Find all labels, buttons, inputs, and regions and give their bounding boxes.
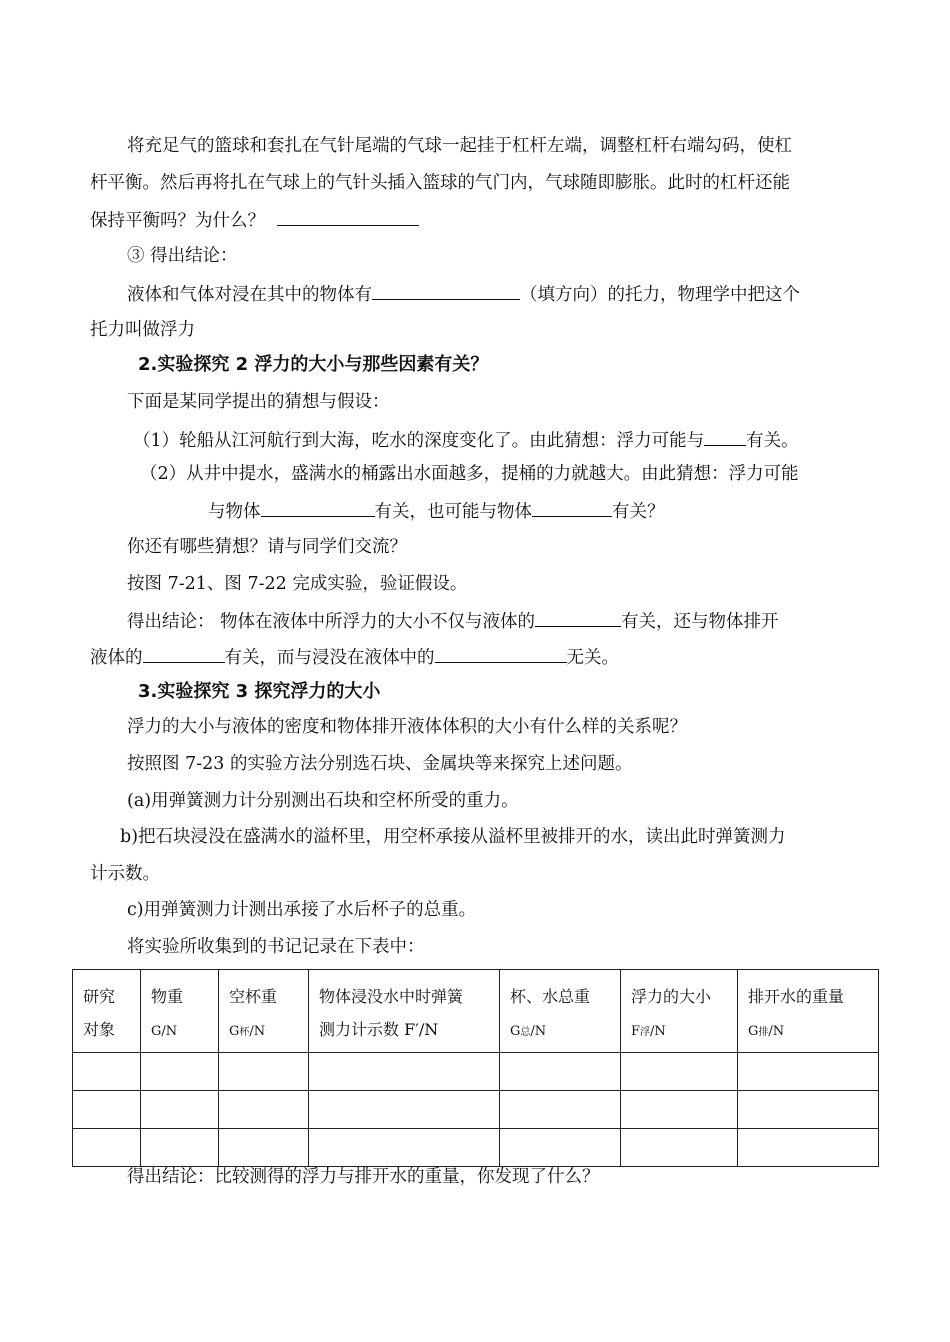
header-cell: 空杯重 G杯/N bbox=[219, 970, 309, 1053]
text-segment: （1）轮船从江河航行到大海，吃水的深度变化了。由此猜想：浮力可能与 bbox=[133, 431, 705, 451]
section-title: 实验探究 3 探究浮力的大小 bbox=[157, 681, 381, 702]
header-cell: 杯、水总重 G总/N bbox=[500, 970, 621, 1053]
paragraph-line bbox=[133, 427, 799, 453]
table-cell[interactable] bbox=[73, 1053, 141, 1091]
section-heading-2 bbox=[138, 353, 488, 377]
paragraph-line bbox=[208, 498, 665, 524]
paragraph-line bbox=[127, 281, 800, 307]
text-segment: 有关？ bbox=[612, 502, 665, 522]
text-segment: 与物体 bbox=[208, 502, 261, 522]
paragraph-line bbox=[90, 644, 619, 670]
text-segment: 液体的 bbox=[90, 648, 143, 668]
paragraph-line: （2）从井中提水，盛满水的桶露出水面越多，提桶的力就越大。由此猜想：浮力可能 bbox=[140, 464, 799, 484]
table-cell[interactable] bbox=[500, 1129, 621, 1167]
table-cell[interactable] bbox=[309, 1053, 500, 1091]
paragraph-line: 按照图 7-23 的实验方法分别选石块、金属块等来探究上述问题。 bbox=[127, 754, 633, 774]
answer-blank[interactable] bbox=[704, 427, 746, 446]
section-number: 2. bbox=[138, 354, 158, 375]
section-number: 3. bbox=[138, 681, 158, 702]
paragraph-line bbox=[90, 207, 419, 233]
data-table bbox=[72, 969, 879, 1167]
paragraph-line: 你还有哪些猜想？请与同学们交流？ bbox=[127, 537, 407, 557]
text-segment: 有关，而与浸没在液体中的 bbox=[224, 648, 435, 668]
table-cell[interactable] bbox=[738, 1091, 879, 1129]
table-cell[interactable] bbox=[621, 1053, 738, 1091]
step-a: (a)用弹簧测力计分别测出石块和空杯所受的重力。 bbox=[127, 791, 519, 811]
table-cell[interactable] bbox=[500, 1091, 621, 1129]
answer-blank[interactable] bbox=[532, 498, 612, 517]
record-instruction: 将实验所收集到的书记记录在下表中： bbox=[127, 937, 425, 957]
text-segment: 有关，还与物体排开 bbox=[621, 612, 779, 632]
text-segment: 有关，也可能与物体 bbox=[374, 502, 532, 522]
table-cell[interactable] bbox=[219, 1091, 309, 1129]
header-cell: 物体浸没水中时弹簧 测力计示数 F′/N bbox=[309, 970, 500, 1053]
table-cell[interactable] bbox=[219, 1053, 309, 1091]
table-cell[interactable] bbox=[141, 1053, 219, 1091]
conclusion-label: ③ 得出结论： bbox=[127, 246, 238, 266]
section-heading-3 bbox=[138, 680, 380, 704]
table-cell[interactable] bbox=[219, 1129, 309, 1167]
table-row bbox=[73, 1091, 879, 1129]
table-cell[interactable] bbox=[73, 1091, 141, 1129]
text-segment: （填方向）的托力，物理学中把这个 bbox=[520, 285, 800, 305]
answer-blank[interactable] bbox=[372, 281, 520, 300]
step-c: c)用弹簧测力计测出承接了水后杯子的总重。 bbox=[127, 900, 477, 920]
answer-blank[interactable] bbox=[435, 644, 567, 663]
text-segment: 无关。 bbox=[566, 648, 619, 668]
step-b-line: 计示数。 bbox=[90, 864, 160, 884]
table-cell[interactable] bbox=[309, 1091, 500, 1129]
table-row bbox=[73, 1053, 879, 1091]
section-title: 实验探究 2 浮力的大小与那些因素有关？ bbox=[157, 354, 489, 375]
answer-blank[interactable] bbox=[261, 498, 375, 517]
table-cell[interactable] bbox=[621, 1091, 738, 1129]
table-cell[interactable] bbox=[500, 1053, 621, 1091]
table-cell[interactable] bbox=[309, 1129, 500, 1167]
header-cell: 排开水的重量 G排/N bbox=[738, 970, 879, 1053]
answer-blank[interactable] bbox=[277, 207, 419, 226]
paragraph-line: 托力叫做浮力 bbox=[90, 320, 195, 340]
paragraph-line: 下面是某同学提出的猜想与假设： bbox=[127, 392, 390, 412]
header-cell: 研究 对象 bbox=[73, 970, 141, 1053]
header-cell: 物重 G/N bbox=[141, 970, 219, 1053]
text-segment: 有关。 bbox=[746, 431, 799, 451]
answer-blank[interactable] bbox=[143, 644, 225, 663]
question-text: 保持平衡吗？为什么？ bbox=[90, 211, 265, 231]
paragraph-line: 按图 7-21、图 7-22 完成实验，验证假设。 bbox=[127, 574, 468, 594]
paragraph-line bbox=[127, 608, 779, 634]
answer-blank[interactable] bbox=[535, 608, 621, 627]
final-question: 得出结论：比较测得的浮力与排开水的重量，你发现了什么？ bbox=[127, 1167, 600, 1187]
table-cell[interactable] bbox=[738, 1053, 879, 1091]
table-row bbox=[73, 1129, 879, 1167]
text-segment: 得出结论： 物体在液体中所浮力的大小不仅与液体的 bbox=[127, 612, 536, 632]
table-cell[interactable] bbox=[73, 1129, 141, 1167]
paragraph-line: 将充足气的篮球和套扎在气针尾端的气球一起挂于杠杆左端，调整杠杆右端勾码，使杠 bbox=[127, 136, 792, 156]
table-cell[interactable] bbox=[621, 1129, 738, 1167]
table-header-row bbox=[73, 970, 879, 1053]
header-cell: 浮力的大小 F浮/N bbox=[621, 970, 738, 1053]
table-cell[interactable] bbox=[738, 1129, 879, 1167]
paragraph-line: 杆平衡。然后再将扎在气球上的气针头插入篮球的气门内，气球随即膨胀。此时的杠杆还能 bbox=[90, 173, 790, 193]
text-segment: 液体和气体对浸在其中的物体有 bbox=[127, 285, 372, 305]
table-cell[interactable] bbox=[141, 1091, 219, 1129]
paragraph-line: 浮力的大小与液体的密度和物体排开液体体积的大小有什么样的关系呢？ bbox=[127, 717, 687, 737]
step-b-line: b)把石块浸没在盛满水的溢杯里，用空杯承接从溢杯里被排开的水，读出此时弹簧测力 bbox=[120, 827, 786, 847]
table-cell[interactable] bbox=[141, 1129, 219, 1167]
